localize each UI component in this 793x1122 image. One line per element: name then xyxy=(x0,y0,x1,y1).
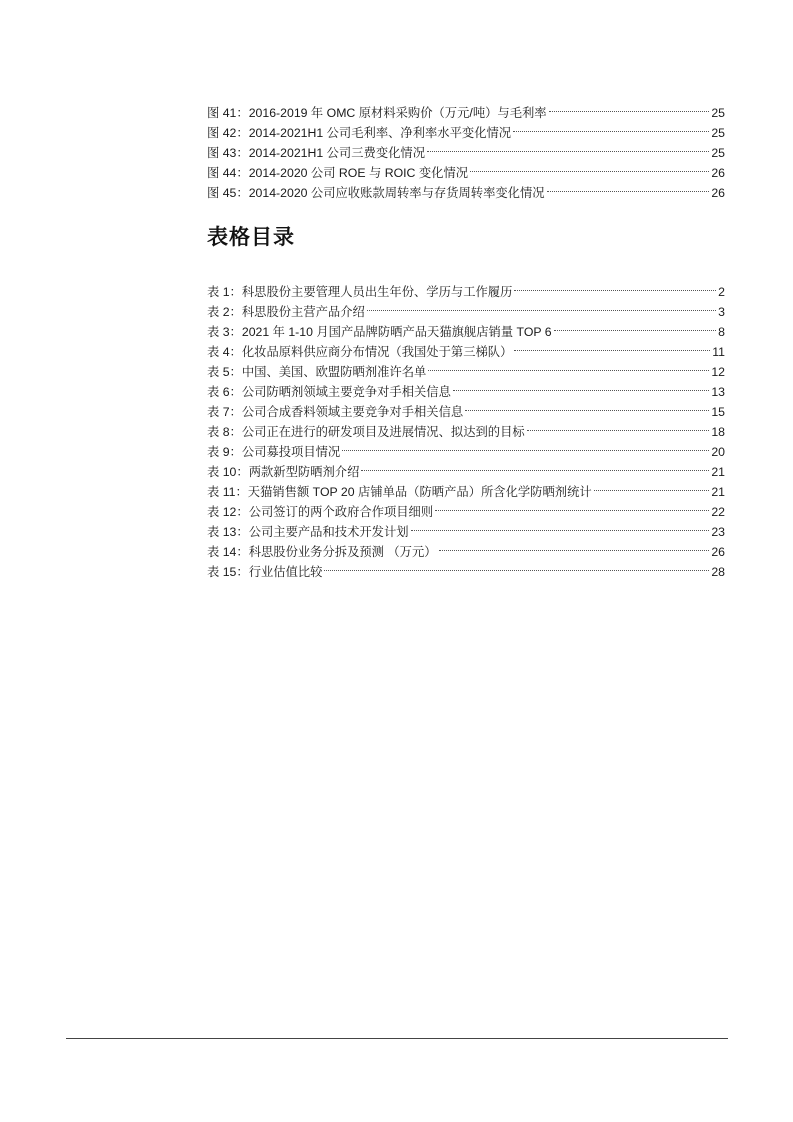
table-list-item-title: 表 1：科思股份主要管理人员出生年份、学历与工作履历 xyxy=(207,285,513,299)
figure-list-item-title: 图 42：2014-2021H1 公司毛利率、净利率水平变化情况 xyxy=(207,126,512,140)
dot-leader xyxy=(439,536,710,556)
table-list-item-title: 表 7：公司合成香料领域主要竞争对手相关信息 xyxy=(207,405,464,419)
table-list-item-title: 表 3：2021 年 1-10 月国产品牌防晒产品天猫旗舰店销量 TOP 6 xyxy=(207,325,552,339)
table-list-item-page: 23 xyxy=(711,525,725,539)
figure-list-item-page: 26 xyxy=(711,186,725,200)
figure-list-item-title: 图 41：2016-2019 年 OMC 原材料采购价（万元/吨）与毛利率 xyxy=(207,106,547,120)
table-list-item-title: 表 5：中国、美国、欧盟防晒剂准许名单 xyxy=(207,365,427,379)
table-list-item-title: 表 12：公司签订的两个政府合作项目细则 xyxy=(207,505,434,519)
table-list-item-title: 表 2：科思股份主营产品介绍 xyxy=(207,305,365,319)
dot-leader xyxy=(324,556,709,576)
table-list-item-page: 3 xyxy=(718,305,725,319)
table-list-item-title: 表 15：行业估值比较 xyxy=(207,565,323,579)
dot-leader xyxy=(367,296,716,316)
dot-leader xyxy=(594,476,710,496)
table-list-item-page: 21 xyxy=(711,465,725,479)
figure-list-item-page: 25 xyxy=(711,126,725,140)
figure-list-item-page: 26 xyxy=(711,166,725,180)
table-list-item[interactable] xyxy=(207,276,725,299)
dot-leader xyxy=(427,137,709,157)
dot-leader xyxy=(547,177,710,197)
dot-leader xyxy=(549,97,710,117)
table-list-item-page: 21 xyxy=(711,485,725,499)
figure-list-item-page: 25 xyxy=(711,146,725,160)
table-list-item-page: 8 xyxy=(718,325,725,339)
figure-list-item[interactable] xyxy=(207,97,725,120)
table-list-item-title: 表 8：公司正在进行的研发项目及进展情况、拟达到的目标 xyxy=(207,425,525,439)
dot-leader xyxy=(527,416,710,436)
table-list-item-page: 12 xyxy=(711,365,725,379)
dot-leader xyxy=(453,376,709,396)
dot-leader xyxy=(342,436,709,456)
table-list-item-title: 表 13：公司主要产品和技术开发计划 xyxy=(207,525,409,539)
dot-leader xyxy=(435,496,709,516)
dot-leader xyxy=(361,456,709,476)
table-list-heading: 表格目录 xyxy=(207,226,295,249)
table-list-item-page: 28 xyxy=(711,565,725,579)
dot-leader xyxy=(513,117,709,137)
figure-list xyxy=(207,97,725,200)
table-list xyxy=(207,276,725,579)
table-list-item-title: 表 4：化妆品原料供应商分布情况（我国处于第三梯队） xyxy=(207,345,513,359)
table-list-item-page: 26 xyxy=(711,545,725,559)
figure-list-item-title: 图 43：2014-2021H1 公司三费变化情况 xyxy=(207,146,426,160)
dot-leader xyxy=(514,276,716,296)
table-list-item-title: 表 11：天猫销售额 TOP 20 店铺单品（防晒产品）所含化学防晒剂统计 xyxy=(207,485,592,499)
figure-list-item-title: 图 44：2014-2020 公司 ROE 与 ROIC 变化情况 xyxy=(207,166,469,180)
table-list-item-page: 15 xyxy=(711,405,725,419)
table-list-item-page: 18 xyxy=(711,425,725,439)
figure-list-item-title: 图 45：2014-2020 公司应收账款周转率与存货周转率变化情况 xyxy=(207,186,545,200)
table-list-item-page: 22 xyxy=(711,505,725,519)
table-list-item-title: 表 6：公司防晒剂领域主要竞争对手相关信息 xyxy=(207,385,451,399)
table-list-item-page: 20 xyxy=(711,445,725,459)
footer-divider xyxy=(66,1038,728,1039)
table-list-item-page: 11 xyxy=(712,345,725,359)
dot-leader xyxy=(514,336,710,356)
table-list-item-page: 2 xyxy=(718,285,725,299)
table-list-item-title: 表 10：两款新型防晒剂介绍 xyxy=(207,465,360,479)
dot-leader xyxy=(465,396,709,416)
dot-leader xyxy=(428,356,709,376)
dot-leader xyxy=(411,516,710,536)
table-list-item-title: 表 14：科思股份业务分拆及预测 （万元） xyxy=(207,545,437,559)
dot-leader xyxy=(554,316,717,336)
figure-list-item-page: 25 xyxy=(711,106,725,120)
table-list-item-page: 13 xyxy=(711,385,725,399)
dot-leader xyxy=(470,157,709,177)
table-list-item-title: 表 9：公司募投项目情况 xyxy=(207,445,341,459)
